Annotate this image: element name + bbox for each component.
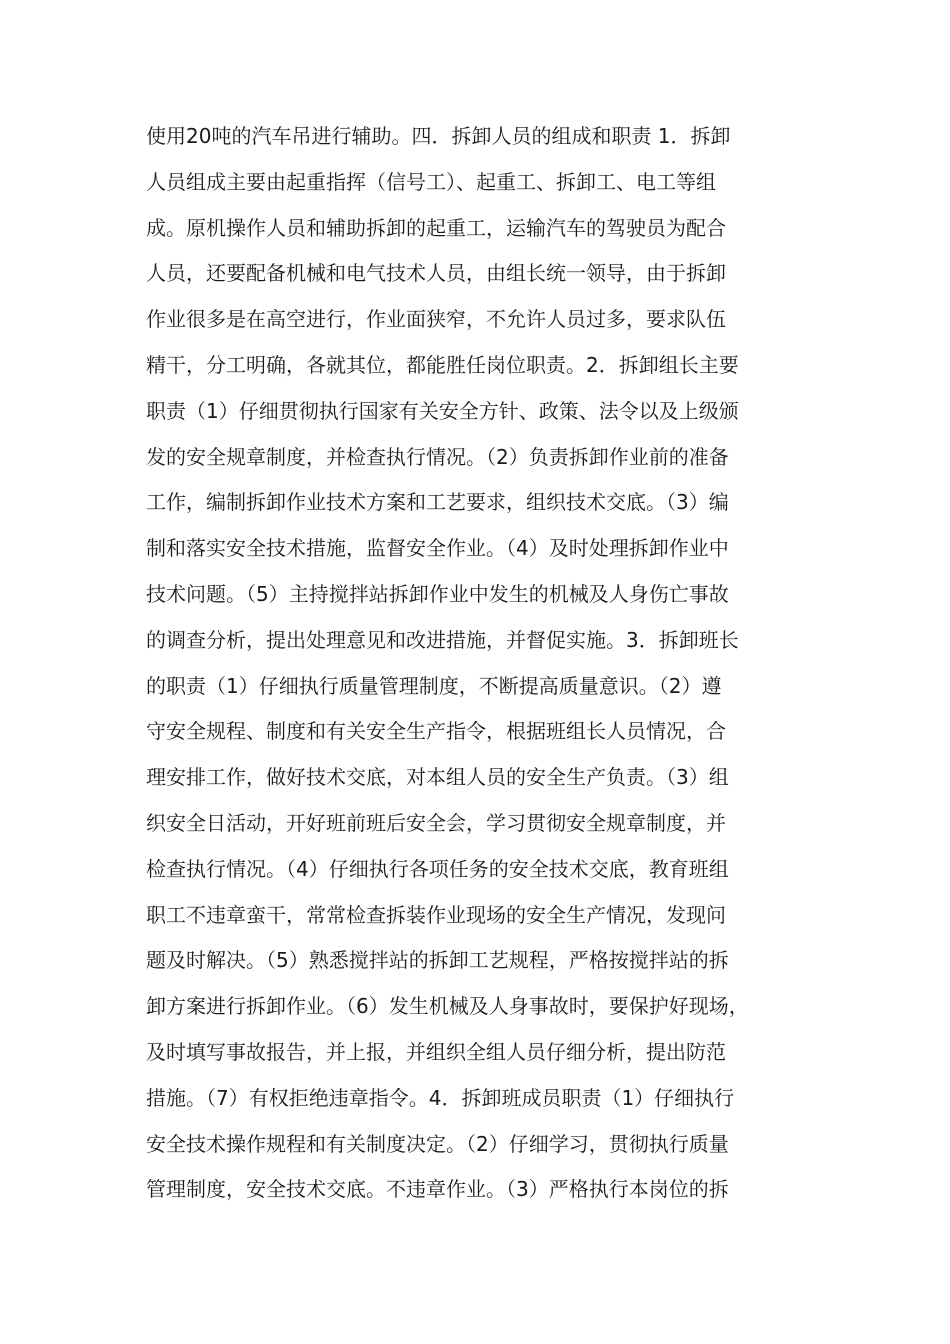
text-line: 的职责（1）仔细执行质量管理制度，不断提高质量意识。（2）遵 — [146, 673, 722, 698]
text-line: 理安排工作，做好技术交底，对本组人员的安全生产负责。（3）组 — [146, 765, 729, 790]
text-line: 题及时解决。（5）熟悉搅拌站的拆卸工艺规程，严格按搅拌站的拆 — [146, 948, 729, 973]
text-line: 人员组成主要由起重指挥（信号工）、起重工、拆卸工、电工等组 — [146, 169, 716, 194]
text-line: 守安全规程、制度和有关安全生产指令，根据班组长人员情况，合 — [146, 719, 726, 744]
text-line: 职工不违章蛮干，常常检查拆装作业现场的安全生产情况，发现问 — [146, 902, 726, 927]
text-line: 成。原机操作人员和辅助拆卸的起重工，运输汽车的驾驶员为配合 — [146, 215, 726, 240]
text-line: 作业很多是在高空进行，作业面狭窄，不允许人员过多，要求队伍 — [146, 307, 726, 332]
text-line: 措施。（7）有权拒绝违章指令。4．拆卸班成员职责（1）仔细执行 — [146, 1085, 735, 1110]
body-text — [146, 114, 826, 1213]
text-line: 制和落实安全技术措施，监督安全作业。（4）及时处理拆卸作业中 — [146, 536, 729, 561]
text-line: 检查执行情况。（4）仔细执行各项任务的安全技术交底，教育班组 — [146, 856, 729, 881]
text-line: 织安全日活动，开好班前班后安全会，学习贯彻安全规章制度，并 — [146, 810, 726, 835]
text-line: 使用20吨的汽车吊进行辅助。四．拆卸人员的组成和职责 1．拆卸 — [146, 124, 731, 148]
text-line: 管理制度，安全技术交底。不违章作业。（3）严格执行本岗位的拆 — [146, 1177, 729, 1202]
text-line: 及时填写事故报告，并上报，并组织全组人员仔细分析，提出防范 — [146, 1039, 726, 1064]
text-line: 卸方案进行拆卸作业。（6）发生机械及人身事故时，要保护好现场， — [146, 994, 749, 1019]
text-line: 职责（1）仔细贯彻执行国家有关安全方针、政策、法令以及上级颁 — [146, 398, 739, 423]
text-line: 技术问题。（5）主持搅拌站拆卸作业中发生的机械及人身伤亡事故 — [146, 581, 729, 606]
text-line: 发的安全规章制度，并检查执行情况。（2）负责拆卸作业前的准备 — [146, 444, 729, 469]
text-line: 安全技术操作规程和有关制度决定。（2）仔细学习，贯彻执行质量 — [146, 1131, 729, 1156]
text-line: 工作，编制拆卸作业技术方案和工艺要求，组织技术交底。（3）编 — [146, 490, 729, 515]
text-line: 的调查分析，提出处理意见和改进措施，并督促实施。3．拆卸班长 — [146, 627, 739, 652]
text-line: 人员，还要配备机械和电气技术人员，由组长统一领导，由于拆卸 — [146, 261, 726, 286]
text-line: 精干，分工明确，各就其位，都能胜任岗位职责。2．拆卸组长主要 — [146, 352, 739, 377]
